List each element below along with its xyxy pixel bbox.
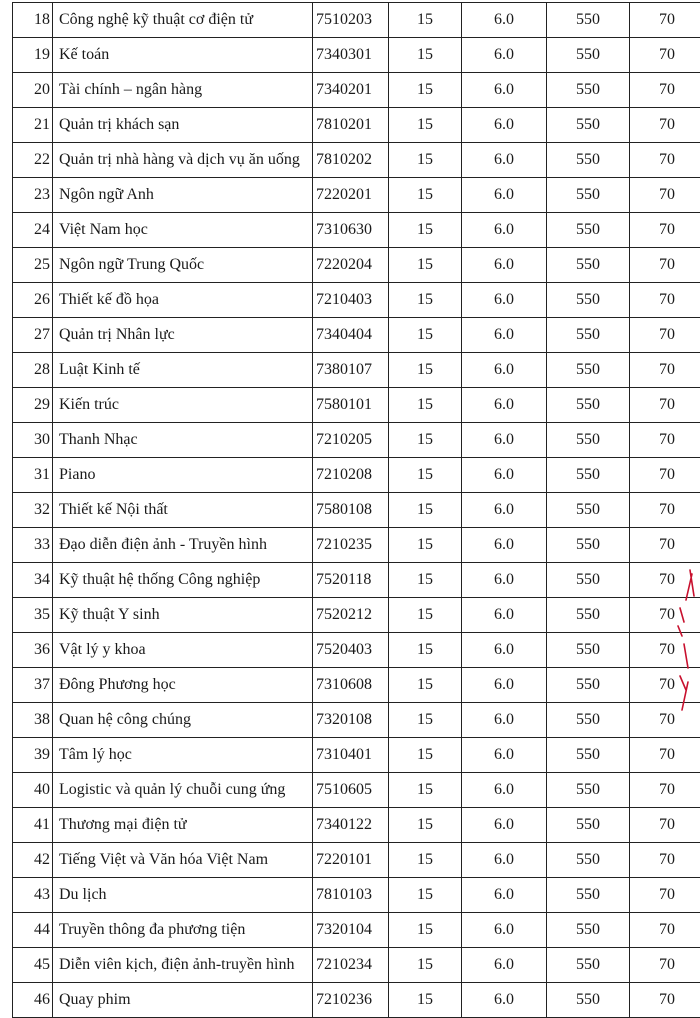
program-code-cell: 7210236: [313, 983, 389, 1018]
value-col-6-cell: 550: [547, 598, 630, 633]
row-number-cell: 26: [13, 283, 53, 318]
value-col-6-cell: 550: [547, 738, 630, 773]
value-col-4-cell: 15: [389, 3, 462, 38]
program-name-cell: Logistic và quản lý chuỗi cung ứng: [53, 773, 313, 808]
value-col-5-cell: 6.0: [462, 878, 547, 913]
table-row: [13, 73, 700, 108]
value-col-4-cell: 15: [389, 248, 462, 283]
value-col-6-cell: 550: [547, 318, 630, 353]
row-number-cell: 23: [13, 178, 53, 213]
program-name-cell: Thiết kế Nội thất: [53, 493, 313, 528]
value-col-6-cell: 550: [547, 878, 630, 913]
value-col-5-cell: 6.0: [462, 528, 547, 563]
row-number-cell: 32: [13, 493, 53, 528]
value-col-7-cell: 70: [630, 178, 700, 213]
value-col-4-cell: 15: [389, 633, 462, 668]
value-col-5-cell: 6.0: [462, 598, 547, 633]
program-name-cell: Kế toán: [53, 38, 313, 73]
table-row: [13, 773, 700, 808]
value-col-5-cell: 6.0: [462, 38, 547, 73]
value-col-4-cell: 15: [389, 528, 462, 563]
value-col-6-cell: 550: [547, 3, 630, 38]
value-col-5-cell: 6.0: [462, 843, 547, 878]
value-col-5-cell: 6.0: [462, 983, 547, 1018]
value-col-6-cell: 550: [547, 843, 630, 878]
value-col-7-cell: 70: [630, 493, 700, 528]
value-col-7-cell: 70: [630, 423, 700, 458]
program-name-cell: Thanh Nhạc: [53, 423, 313, 458]
program-code-cell: 7340122: [313, 808, 389, 843]
row-number-cell: 22: [13, 143, 53, 178]
program-code-cell: 7380107: [313, 353, 389, 388]
program-code-cell: 7310401: [313, 738, 389, 773]
value-col-5-cell: 6.0: [462, 948, 547, 983]
value-col-5-cell: 6.0: [462, 213, 547, 248]
value-col-7-cell: 70: [630, 248, 700, 283]
value-col-7-cell: 70: [630, 843, 700, 878]
program-name-cell: Quay phim: [53, 983, 313, 1018]
value-col-5-cell: 6.0: [462, 423, 547, 458]
row-number-cell: 36: [13, 633, 53, 668]
program-name-cell: Thương mại điện tử: [53, 808, 313, 843]
program-code-cell: 7220101: [313, 843, 389, 878]
value-col-5-cell: 6.0: [462, 143, 547, 178]
value-col-7-cell: 70: [630, 563, 700, 598]
value-col-7-cell: 70: [630, 108, 700, 143]
program-name-cell: Thiết kế đồ họa: [53, 283, 313, 318]
program-code-cell: 7310630: [313, 213, 389, 248]
value-col-7-cell: 70: [630, 668, 700, 703]
value-col-7-cell: 70: [630, 983, 700, 1018]
program-code-cell: 7810202: [313, 143, 389, 178]
value-col-4-cell: 15: [389, 458, 462, 493]
row-number-cell: 24: [13, 213, 53, 248]
value-col-6-cell: 550: [547, 178, 630, 213]
program-code-cell: 7810201: [313, 108, 389, 143]
value-col-4-cell: 15: [389, 318, 462, 353]
value-col-7-cell: 70: [630, 38, 700, 73]
value-col-4-cell: 15: [389, 773, 462, 808]
row-number-cell: 28: [13, 353, 53, 388]
program-code-cell: 7340404: [313, 318, 389, 353]
table-row: [13, 248, 700, 283]
value-col-6-cell: 550: [547, 423, 630, 458]
value-col-4-cell: 15: [389, 178, 462, 213]
program-name-cell: Quản trị khách sạn: [53, 108, 313, 143]
table-row: [13, 948, 700, 983]
table-row: [13, 353, 700, 388]
program-code-cell: 7580101: [313, 388, 389, 423]
value-col-7-cell: 70: [630, 703, 700, 738]
program-name-cell: Tài chính – ngân hàng: [53, 73, 313, 108]
value-col-6-cell: 550: [547, 143, 630, 178]
row-number-cell: 18: [13, 3, 53, 38]
row-number-cell: 38: [13, 703, 53, 738]
value-col-6-cell: 550: [547, 633, 630, 668]
table-row: [13, 108, 700, 143]
value-col-4-cell: 15: [389, 843, 462, 878]
row-number-cell: 44: [13, 913, 53, 948]
value-col-7-cell: 70: [630, 808, 700, 843]
value-col-5-cell: 6.0: [462, 108, 547, 143]
row-number-cell: 46: [13, 983, 53, 1018]
value-col-6-cell: 550: [547, 703, 630, 738]
program-name-cell: Công nghệ kỹ thuật cơ điện tử: [53, 3, 313, 38]
value-col-6-cell: 550: [547, 353, 630, 388]
program-code-cell: 7210235: [313, 528, 389, 563]
program-name-cell: Việt Nam học: [53, 213, 313, 248]
value-col-6-cell: 550: [547, 213, 630, 248]
value-col-7-cell: 70: [630, 773, 700, 808]
value-col-5-cell: 6.0: [462, 633, 547, 668]
value-col-7-cell: 70: [630, 73, 700, 108]
value-col-4-cell: 15: [389, 493, 462, 528]
program-code-cell: 7320108: [313, 703, 389, 738]
value-col-4-cell: 15: [389, 913, 462, 948]
table-row: [13, 213, 700, 248]
program-name-cell: Diễn viên kịch, điện ảnh-truyền hình: [53, 948, 313, 983]
value-col-5-cell: 6.0: [462, 178, 547, 213]
table-row: [13, 178, 700, 213]
program-code-cell: 7580108: [313, 493, 389, 528]
table-row: [13, 633, 700, 668]
table-row: [13, 738, 700, 773]
row-number-cell: 20: [13, 73, 53, 108]
program-name-cell: Đạo diễn điện ảnh - Truyền hình: [53, 528, 313, 563]
value-col-4-cell: 15: [389, 73, 462, 108]
program-name-cell: Vật lý y khoa: [53, 633, 313, 668]
value-col-6-cell: 550: [547, 108, 630, 143]
value-col-6-cell: 550: [547, 493, 630, 528]
program-name-cell: Kỹ thuật Y sinh: [53, 598, 313, 633]
value-col-7-cell: 70: [630, 948, 700, 983]
value-col-5-cell: 6.0: [462, 283, 547, 318]
value-col-4-cell: 15: [389, 808, 462, 843]
row-number-cell: 40: [13, 773, 53, 808]
value-col-7-cell: 70: [630, 283, 700, 318]
value-col-7-cell: 70: [630, 318, 700, 353]
program-name-cell: Luật Kinh tế: [53, 353, 313, 388]
program-name-cell: Kỹ thuật hệ thống Công nghiệp: [53, 563, 313, 598]
table-row: [13, 563, 700, 598]
value-col-7-cell: 70: [630, 388, 700, 423]
table-row: [13, 703, 700, 738]
program-code-cell: 7210403: [313, 283, 389, 318]
row-number-cell: 41: [13, 808, 53, 843]
table-row: [13, 808, 700, 843]
value-col-4-cell: 15: [389, 948, 462, 983]
row-number-cell: 21: [13, 108, 53, 143]
handwritten-annotation: [668, 560, 698, 720]
table-row: [13, 318, 700, 353]
program-name-cell: Tâm lý học: [53, 738, 313, 773]
program-code-cell: 7220201: [313, 178, 389, 213]
value-col-4-cell: 15: [389, 878, 462, 913]
table-row: [13, 423, 700, 458]
value-col-4-cell: 15: [389, 738, 462, 773]
value-col-7-cell: 70: [630, 3, 700, 38]
row-number-cell: 45: [13, 948, 53, 983]
value-col-6-cell: 550: [547, 528, 630, 563]
table-row: [13, 283, 700, 318]
table-row: [13, 143, 700, 178]
table-row: [13, 878, 700, 913]
row-number-cell: 42: [13, 843, 53, 878]
value-col-5-cell: 6.0: [462, 773, 547, 808]
row-number-cell: 33: [13, 528, 53, 563]
table-row: [13, 913, 700, 948]
value-col-7-cell: 70: [630, 913, 700, 948]
program-code-cell: 7310608: [313, 668, 389, 703]
program-code-cell: 7520212: [313, 598, 389, 633]
value-col-7-cell: 70: [630, 598, 700, 633]
row-number-cell: 19: [13, 38, 53, 73]
program-code-cell: 7520118: [313, 563, 389, 598]
row-number-cell: 27: [13, 318, 53, 353]
table-row: [13, 3, 700, 38]
value-col-6-cell: 550: [547, 948, 630, 983]
program-code-cell: 7340201: [313, 73, 389, 108]
value-col-7-cell: 70: [630, 528, 700, 563]
value-col-6-cell: 550: [547, 773, 630, 808]
program-code-cell: 7510605: [313, 773, 389, 808]
value-col-7-cell: 70: [630, 458, 700, 493]
program-name-cell: Truyền thông đa phương tiện: [53, 913, 313, 948]
table-row: [13, 528, 700, 563]
table-row: [13, 38, 700, 73]
program-name-cell: Kiến trúc: [53, 388, 313, 423]
program-name-cell: Ngôn ngữ Trung Quốc: [53, 248, 313, 283]
value-col-6-cell: 550: [547, 913, 630, 948]
value-col-6-cell: 550: [547, 73, 630, 108]
value-col-6-cell: 550: [547, 563, 630, 598]
value-col-7-cell: 70: [630, 353, 700, 388]
value-col-4-cell: 15: [389, 213, 462, 248]
row-number-cell: 35: [13, 598, 53, 633]
row-number-cell: 29: [13, 388, 53, 423]
value-col-5-cell: 6.0: [462, 738, 547, 773]
row-number-cell: 25: [13, 248, 53, 283]
value-col-5-cell: 6.0: [462, 913, 547, 948]
table-row: [13, 983, 700, 1018]
value-col-7-cell: 70: [630, 878, 700, 913]
row-number-cell: 31: [13, 458, 53, 493]
admission-quota-table: [12, 2, 700, 1018]
value-col-4-cell: 15: [389, 143, 462, 178]
table-row: [13, 843, 700, 878]
program-code-cell: 7810103: [313, 878, 389, 913]
table-row: [13, 598, 700, 633]
value-col-7-cell: 70: [630, 633, 700, 668]
program-name-cell: Đông Phương học: [53, 668, 313, 703]
value-col-4-cell: 15: [389, 598, 462, 633]
value-col-5-cell: 6.0: [462, 458, 547, 493]
value-col-4-cell: 15: [389, 38, 462, 73]
value-col-5-cell: 6.0: [462, 3, 547, 38]
value-col-5-cell: 6.0: [462, 73, 547, 108]
program-code-cell: 7510203: [313, 3, 389, 38]
value-col-6-cell: 550: [547, 668, 630, 703]
program-name-cell: Tiếng Việt và Văn hóa Việt Nam: [53, 843, 313, 878]
value-col-5-cell: 6.0: [462, 703, 547, 738]
value-col-4-cell: 15: [389, 703, 462, 738]
value-col-4-cell: 15: [389, 353, 462, 388]
row-number-cell: 39: [13, 738, 53, 773]
value-col-7-cell: 70: [630, 213, 700, 248]
row-number-cell: 43: [13, 878, 53, 913]
table-body: [13, 3, 700, 1018]
value-col-6-cell: 550: [547, 458, 630, 493]
value-col-5-cell: 6.0: [462, 318, 547, 353]
program-name-cell: Quản trị Nhân lực: [53, 318, 313, 353]
value-col-6-cell: 550: [547, 983, 630, 1018]
value-col-4-cell: 15: [389, 388, 462, 423]
program-code-cell: 7210208: [313, 458, 389, 493]
value-col-5-cell: 6.0: [462, 353, 547, 388]
row-number-cell: 37: [13, 668, 53, 703]
program-name-cell: Ngôn ngữ Anh: [53, 178, 313, 213]
program-code-cell: 7220204: [313, 248, 389, 283]
table-row: [13, 493, 700, 528]
value-col-5-cell: 6.0: [462, 563, 547, 598]
program-name-cell: Quan hệ công chúng: [53, 703, 313, 738]
value-col-5-cell: 6.0: [462, 668, 547, 703]
program-code-cell: 7520403: [313, 633, 389, 668]
value-col-5-cell: 6.0: [462, 493, 547, 528]
value-col-7-cell: 70: [630, 738, 700, 773]
value-col-6-cell: 550: [547, 808, 630, 843]
program-code-cell: 7340301: [313, 38, 389, 73]
program-code-cell: 7210234: [313, 948, 389, 983]
table-row: [13, 458, 700, 493]
value-col-4-cell: 15: [389, 983, 462, 1018]
value-col-4-cell: 15: [389, 563, 462, 598]
value-col-6-cell: 550: [547, 283, 630, 318]
table-row: [13, 668, 700, 703]
program-name-cell: Quản trị nhà hàng và dịch vụ ăn uống: [53, 143, 313, 178]
program-code-cell: 7210205: [313, 423, 389, 458]
value-col-4-cell: 15: [389, 283, 462, 318]
value-col-7-cell: 70: [630, 143, 700, 178]
row-number-cell: 30: [13, 423, 53, 458]
value-col-5-cell: 6.0: [462, 388, 547, 423]
value-col-4-cell: 15: [389, 423, 462, 458]
row-number-cell: 34: [13, 563, 53, 598]
value-col-6-cell: 550: [547, 388, 630, 423]
table-row: [13, 388, 700, 423]
program-code-cell: 7320104: [313, 913, 389, 948]
program-name-cell: Du lịch: [53, 878, 313, 913]
program-name-cell: Piano: [53, 458, 313, 493]
value-col-5-cell: 6.0: [462, 248, 547, 283]
value-col-4-cell: 15: [389, 668, 462, 703]
value-col-5-cell: 6.0: [462, 808, 547, 843]
value-col-4-cell: 15: [389, 108, 462, 143]
value-col-6-cell: 550: [547, 38, 630, 73]
value-col-6-cell: 550: [547, 248, 630, 283]
